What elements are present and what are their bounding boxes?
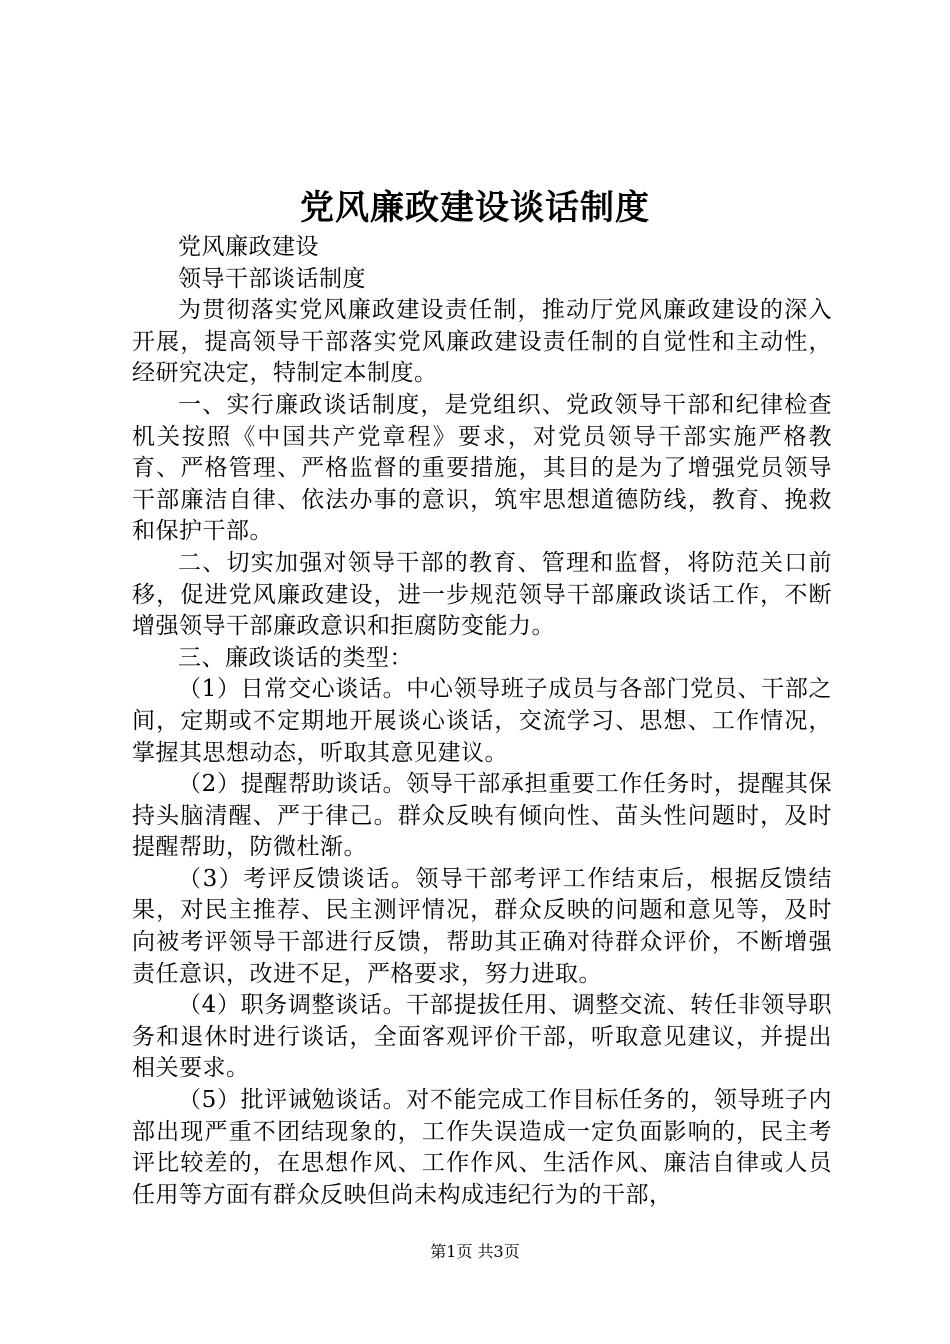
page-number-footer: 第1页 共3页 [430, 1242, 520, 1261]
paragraph-item-4: （4）职务调整谈话。干部提拔任用、调整交流、转任非领导职务和退休时进行谈话，全面客观评价干部，听取意见建议，并提出相关要求。 [132, 992, 832, 1082]
paragraph-item-1: （1）日常交心谈话。中心领导班子成员与各部门党员、干部之间，定期或不定期地开展谈心谈话，交流学习、思想、工作情况，掌握其思想动态，听取其意见建议。 [132, 676, 832, 766]
paragraph-item-3: （3）考评反馈谈话。领导干部考评工作结束后，根据反馈结果，对民主推荐、民主测评情况，群众反映的问题和意见等，及时向被考评领导干部进行反馈，帮助其正确对待群众评价，不断增强责任意识，改进不足，严格要求，努力进取。 [132, 865, 832, 987]
paragraph-item-5: （5）批评诫勉谈话。对不能完成工作目标任务的，领导班子内部出现严重不团结现象的，工作失误造成一定负面影响的，民主考评比较差的，在思想作风、工作作风、生活作风、廉洁自律或人员任用等方面有群众反映但尚未构成违纪行为的干部， [132, 1087, 832, 1208]
document-title: 党风廉政建设谈话制度 [300, 188, 650, 228]
paragraph-item-2: （2）提醒帮助谈话。领导干部承担重要工作任务时，提醒其保持头脑清醒、严于律己。群众反映有倾向性、苗头性问题时，及时提醒帮助，防微杜渐。 [132, 771, 832, 861]
paragraph-heading-1: 党风廉政建设 [178, 234, 319, 260]
paragraph-section-2: 二、切实加强对领导干部的教育、管理和监督，将防范关口前移，促进党风廉政建设，进一步规范领导干部廉政谈话工作，不断增强领导干部廉政意识和拒腐防变能力。 [132, 549, 832, 640]
paragraph-intro: 为贯彻落实党风廉政建设责任制，推动厅党风廉政建设的深入开展，提高领导干部落实党风廉政建设责任制的自觉性和主动性，经研究决定，特制定本制度。 [132, 297, 832, 387]
paragraph-section-1: 一、实行廉政谈话制度，是党组织、党政领导干部和纪律检查机关按照《中国共产党章程》要求，对党员领导干部实施严格教育、严格管理、严格监督的重要措施，其目的是为了增强党员领导干部廉洁自律、依法办事的意识，筑牢思想道德防线，教育、挽救和保护干部。 [132, 391, 832, 545]
paragraph-section-3: 三、廉政谈话的类型： [178, 644, 413, 671]
paragraph-heading-2: 领导干部谈话制度 [178, 265, 366, 292]
document-body [132, 232, 832, 1211]
